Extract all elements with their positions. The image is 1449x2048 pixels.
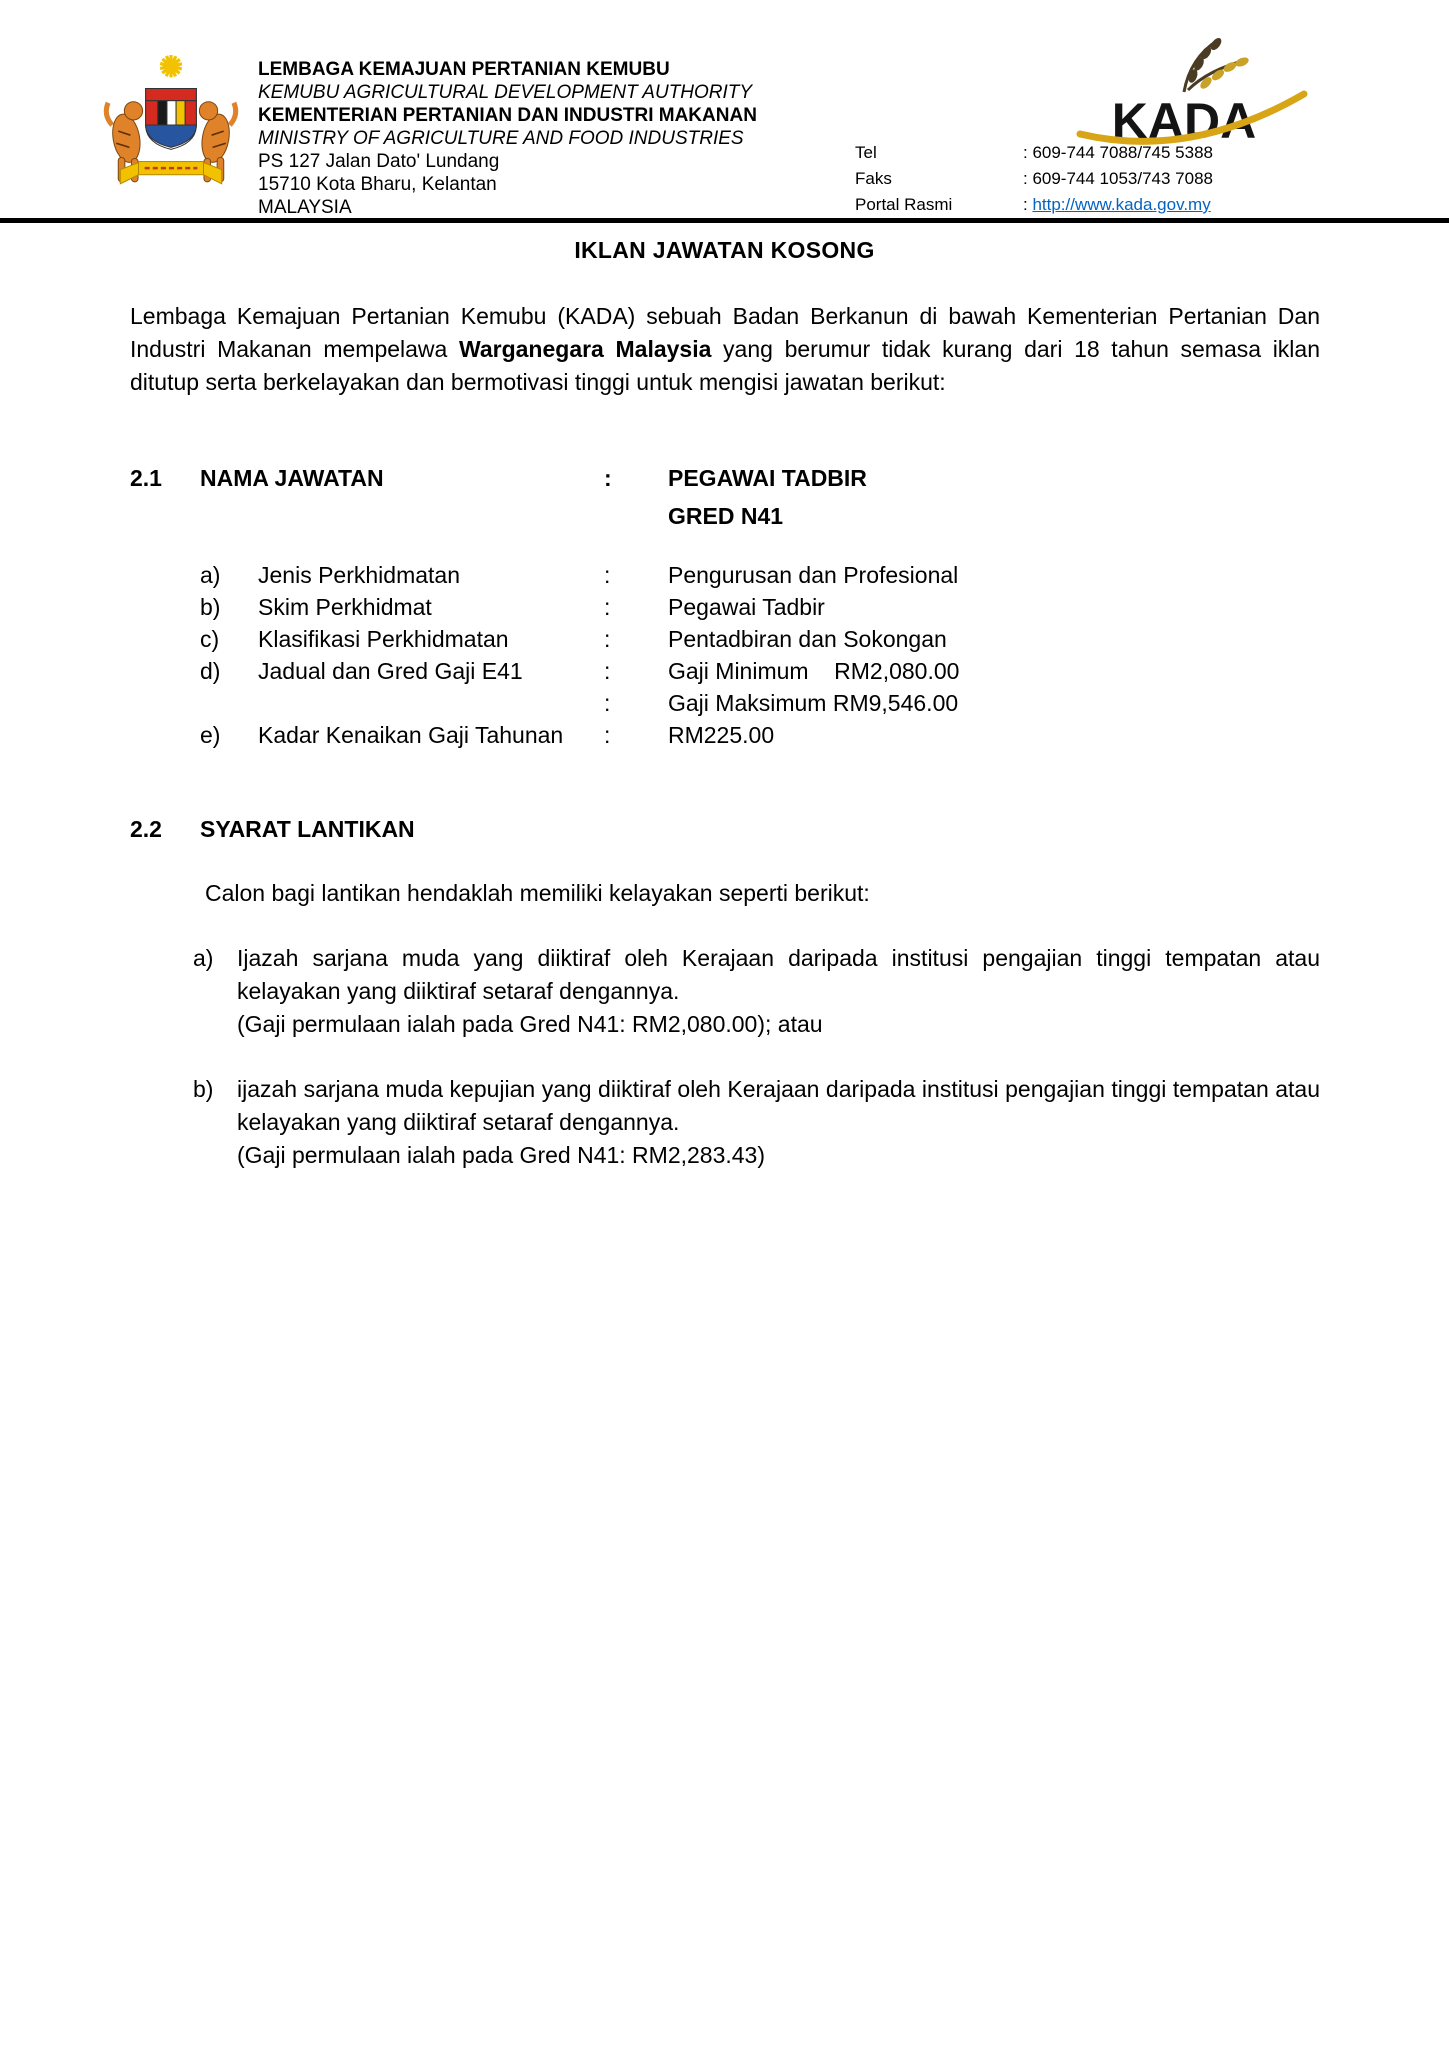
detail-value: Pentadbiran dan Sokongan bbox=[668, 626, 947, 652]
faks-row bbox=[855, 166, 1213, 192]
document-title: IKLAN JAWATAN KOSONG bbox=[574, 237, 875, 263]
section-2-1 bbox=[130, 459, 1320, 751]
faks-label: Faks bbox=[855, 169, 892, 188]
portal-row bbox=[855, 192, 1213, 218]
ministry-name-malay: KEMENTERIAN PERTANIAN DAN INDUSTRI MAKANAN bbox=[258, 105, 757, 126]
requirement-letter: a) bbox=[193, 945, 214, 971]
ministry-name-english: MINISTRY OF AGRICULTURE AND FOOD INDUSTRIES bbox=[258, 128, 744, 149]
requirement-salary-note: (Gaji permulaan ialah pada Gred N41: RM2,283.43) bbox=[237, 1142, 766, 1168]
section-2-1-title: NAMA JAWATAN bbox=[200, 465, 384, 491]
kada-logo-icon bbox=[1072, 34, 1312, 152]
position-name-line2: GRED N41 bbox=[668, 503, 784, 529]
detail-value: Pengurusan dan Profesional bbox=[668, 562, 959, 588]
detail-label: Jenis Perkhidmatan bbox=[258, 562, 460, 588]
org-name-english: KEMUBU AGRICULTURAL DEVELOPMENT AUTHORITY bbox=[258, 82, 753, 103]
intro-bold-citizenship: Warganegara Malaysia bbox=[458, 336, 712, 362]
kada-wordmark: KADA bbox=[1111, 93, 1257, 149]
requirement-body bbox=[237, 942, 1320, 1041]
intro-part2: yang berumur tidak kurang dari 18 tahun semasa iklan ditutup serta berkelayakan dan bermotivasi tinggi untuk mengisi jawatan berikut: bbox=[130, 336, 1320, 395]
portal-label: Portal Rasmi bbox=[855, 195, 953, 214]
section-2-2-heading bbox=[130, 815, 1320, 843]
faks-value: : 609-744 1053/743 7088 bbox=[1023, 169, 1214, 188]
job-details-list bbox=[200, 559, 1320, 751]
detail-value: Pegawai Tadbir bbox=[668, 594, 825, 620]
section-2-2-title: SYARAT LANTIKAN bbox=[200, 816, 415, 842]
org-address-block bbox=[258, 58, 757, 219]
section-2-2-number: 2.2 bbox=[130, 816, 162, 842]
detail-label: Skim Perkhidmat bbox=[258, 594, 432, 620]
detail-letter: b) bbox=[200, 594, 221, 620]
requirement-text: ijazah sarjana muda kepujian yang diiktiraf oleh Kerajaan daripada institusi pengajian tinggi tempatan atau kelayakan yang diiktiraf setaraf dengannya. bbox=[237, 1076, 1320, 1135]
tel-label: Tel bbox=[855, 143, 877, 162]
section-2-1-heading bbox=[130, 459, 1320, 535]
address-line-1: PS 127 Jalan Dato' Lundang bbox=[258, 151, 500, 172]
detail-colon: : bbox=[604, 562, 611, 588]
detail-colon: : bbox=[604, 690, 611, 716]
portal-link[interactable]: http://www.kada.gov.my bbox=[1032, 195, 1211, 214]
requirement-body bbox=[237, 1073, 1320, 1172]
section-2-1-number: 2.1 bbox=[130, 465, 162, 491]
portal-prefix: : bbox=[1023, 195, 1033, 214]
section-2-1-colon: : bbox=[604, 465, 612, 491]
section-2-2 bbox=[130, 815, 1320, 1172]
detail-value: Gaji Maksimum RM9,546.00 bbox=[668, 690, 959, 716]
detail-label bbox=[258, 687, 604, 719]
requirement-salary-note: (Gaji permulaan ialah pada Gred N41: RM2,080.00); atau bbox=[237, 1011, 823, 1037]
intro-paragraph bbox=[130, 300, 1320, 399]
detail-letter: c) bbox=[200, 626, 220, 652]
detail-colon: : bbox=[604, 722, 611, 748]
org-name-malay: LEMBAGA KEMAJUAN PERTANIAN KEMUBU bbox=[258, 59, 670, 80]
detail-letter: a) bbox=[200, 562, 221, 588]
requirement-text: Ijazah sarjana muda yang diiktiraf oleh Kerajaan daripada institusi pengajian tinggi tempatan atau kelayakan yang diiktiraf setaraf dengannya. bbox=[237, 945, 1320, 1004]
address-line-2: 15710 Kota Bharu, Kelantan bbox=[258, 174, 497, 195]
detail-value: RM225.00 bbox=[668, 722, 775, 748]
requirement-item-a bbox=[193, 942, 1320, 1041]
requirement-letter: b) bbox=[193, 1076, 214, 1102]
detail-colon: : bbox=[604, 594, 611, 620]
detail-letter: e) bbox=[200, 722, 221, 748]
letterhead bbox=[0, 0, 1449, 218]
kada-logo bbox=[1072, 34, 1312, 152]
detail-colon: : bbox=[604, 658, 611, 684]
intro-part1: Lembaga Kemajuan Pertanian Kemubu (KADA) sebuah Badan Berkanun di bawah Kementerian Pertanian Dan Industri Makanan mempelawa bbox=[130, 303, 1320, 362]
requirement-item-b bbox=[193, 1073, 1320, 1172]
requirements-intro: Calon bagi lantikan hendaklah memiliki kelayakan seperti berikut: bbox=[205, 880, 870, 906]
tel-value: : 609-744 7088/745 5388 bbox=[1023, 143, 1214, 162]
position-name-line1: PEGAWAI TADBIR bbox=[668, 465, 867, 491]
detail-letter: d) bbox=[200, 658, 221, 684]
detail-label: Kadar Kenaikan Gaji Tahunan bbox=[258, 722, 564, 748]
position-name bbox=[668, 459, 1320, 535]
malaysia-coat-of-arms-logo bbox=[100, 52, 242, 194]
detail-label: Klasifikasi Perkhidmatan bbox=[258, 626, 509, 652]
detail-colon: : bbox=[604, 626, 611, 652]
detail-letter bbox=[200, 687, 258, 719]
detail-label: Jadual dan Gred Gaji E41 bbox=[258, 658, 523, 684]
coat-of-arms-icon bbox=[100, 52, 242, 194]
address-line-3: MALAYSIA bbox=[258, 197, 352, 218]
detail-value: Gaji Minimum RM2,080.00 bbox=[668, 658, 960, 684]
